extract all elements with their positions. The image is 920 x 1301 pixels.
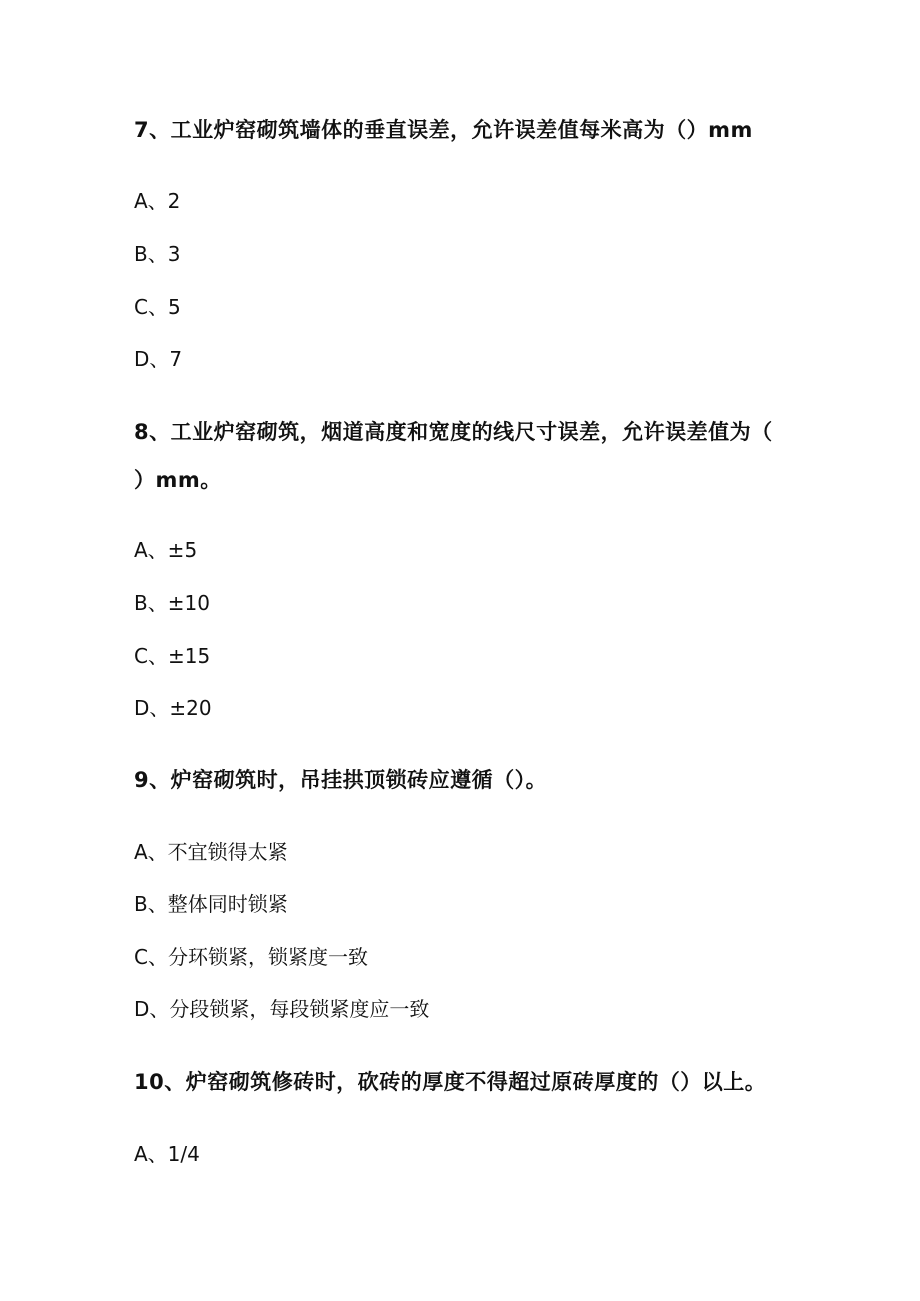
question-8-option-d: D、±20 — [134, 696, 212, 720]
question-10-text: 10、炉窑砌筑修砖时，砍砖的厚度不得超过原砖厚度的（）以上。 — [134, 1070, 767, 1094]
question-9-option-c: C、分环锁紧，锁紧度一致 — [134, 945, 368, 969]
question-9-option-d: D、分段锁紧，每段锁紧度应一致 — [134, 997, 430, 1021]
question-7-option-b: B、3 — [134, 242, 181, 266]
question-8-text-line1: 8、工业炉窑砌筑，烟道高度和宽度的线尺寸误差，允许误差值为（ — [134, 420, 773, 444]
question-8-text-line2: ）mm。 — [134, 468, 222, 492]
question-7-text: 7、工业炉窑砌筑墙体的垂直误差，允许误差值每米高为（）mm — [134, 118, 753, 142]
question-8-option-c: C、±15 — [134, 644, 211, 668]
question-9-option-b: B、整体同时锁紧 — [134, 892, 288, 916]
question-10-option-a: A、1/4 — [134, 1142, 200, 1166]
question-8-option-b: B、±10 — [134, 591, 210, 615]
question-9-text: 9、炉窑砌筑时，吊挂拱顶锁砖应遵循（）。 — [134, 768, 548, 792]
question-7-option-a: A、2 — [134, 189, 181, 213]
question-8-option-a: A、±5 — [134, 538, 198, 562]
question-7-option-c: C、5 — [134, 295, 181, 319]
question-7-option-d: D、7 — [134, 347, 183, 371]
question-9-option-a: A、不宜锁得太紧 — [134, 840, 288, 864]
